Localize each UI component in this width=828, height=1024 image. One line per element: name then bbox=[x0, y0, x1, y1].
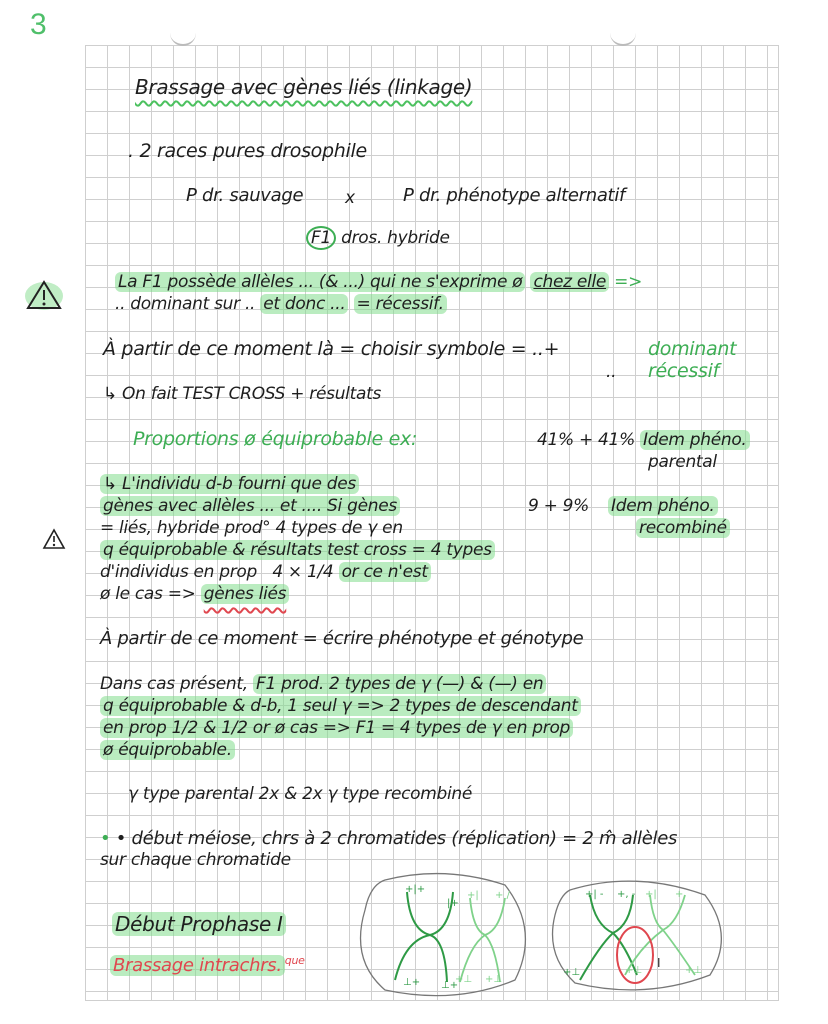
cross-left: P dr. sauvage bbox=[186, 185, 304, 206]
prop-recomb-pct: 9 + 9% bbox=[528, 496, 590, 516]
meiose-line-2: sur chaque chromatide bbox=[100, 850, 291, 870]
svg-text:+|: +| bbox=[467, 890, 479, 901]
indiv-line-1 bbox=[100, 474, 359, 494]
warn-text-f: = récessif. bbox=[354, 294, 447, 314]
prophase-heading bbox=[112, 912, 286, 936]
prop-parental-label2: parental bbox=[648, 452, 717, 472]
indiv-line-4 bbox=[100, 540, 495, 560]
indiv-line-2 bbox=[100, 496, 400, 516]
dans-line-4 bbox=[100, 740, 235, 760]
dans-1b-text: F1 prod. 2 types de γ (—) & (—) en bbox=[253, 674, 546, 694]
bullet-icon: • bbox=[100, 828, 111, 849]
prop-parental-pct: 41% + 41% bbox=[537, 430, 635, 450]
dans-2-text: q équiprobable & d-b, 1 seul γ => 2 types de descendant bbox=[100, 696, 581, 716]
brassage-intra-sup: que bbox=[284, 954, 305, 967]
warn-arrow: => bbox=[614, 272, 643, 292]
f1-circled-label: F1 bbox=[306, 226, 336, 250]
page-number: 3 bbox=[30, 8, 47, 41]
indiv-6-text: ø le cas => bbox=[100, 584, 196, 604]
prop-recomb-label2 bbox=[636, 518, 730, 538]
symbol-dots: .. bbox=[606, 362, 617, 382]
cross-symbol: x bbox=[345, 188, 355, 208]
indiv-1-text: ↳ L'individu d-b fourni que des bbox=[100, 474, 359, 494]
warn-text-b: chez elle bbox=[530, 272, 609, 292]
crossing-over-diagram bbox=[545, 875, 725, 995]
indiv-line-3: = liés, hybride prod° 4 types de γ en bbox=[100, 518, 403, 538]
dans-3-text: en prop 1/2 & 1/2 or ø cas => F1 = 4 types de γ en prop bbox=[100, 718, 573, 738]
warning-triangle-icon bbox=[42, 528, 66, 550]
dans-line-2 bbox=[100, 696, 581, 716]
warn-text-e: et donc ... bbox=[260, 294, 348, 314]
line-races: . 2 races pures drosophile bbox=[128, 140, 367, 162]
prop-recomb-label2-text: recombiné bbox=[636, 518, 730, 538]
dans-line-3 bbox=[100, 718, 573, 738]
prop-recomb-label bbox=[608, 496, 718, 516]
svg-text:+: + bbox=[675, 889, 684, 900]
indiv-line-6 bbox=[100, 584, 289, 604]
prop-parental-label-text: Idem phéno. bbox=[640, 430, 750, 450]
f1-line bbox=[306, 226, 450, 250]
indiv-line-5 bbox=[100, 562, 431, 582]
svg-text:+|+: +|+ bbox=[405, 884, 426, 895]
svg-text:⊥+: ⊥+ bbox=[403, 977, 421, 988]
dans-line-1 bbox=[100, 674, 546, 694]
page-title bbox=[135, 75, 472, 99]
warning-triangle-icon bbox=[24, 278, 64, 312]
svg-text:|+: |+ bbox=[447, 898, 459, 909]
svg-text:+|: +| bbox=[645, 889, 657, 900]
svg-text:+⊥: +⊥ bbox=[455, 974, 473, 985]
dans-4-text: ø équiprobable. bbox=[100, 740, 235, 760]
indiv-4-text: q équiprobable & résultats test cross = 4 types bbox=[100, 540, 495, 560]
symbol-recessif: récessif bbox=[648, 360, 720, 382]
warn-text-d: .. dominant sur .. bbox=[115, 294, 256, 314]
prophase-text: Début Prophase I bbox=[112, 912, 286, 936]
gamete-types-line: γ type parental 2x & 2x γ type recombiné bbox=[128, 784, 473, 804]
indiv-2-text: gènes avec allèles ... et .... Si gènes bbox=[100, 496, 400, 516]
meiose-1-text: • début méiose, chrs à 2 chromatides (réplication) = 2 m̂ allèles bbox=[115, 828, 678, 849]
chromosome-diagram-prophase bbox=[355, 870, 535, 1000]
warning-line-2 bbox=[115, 294, 447, 314]
testcross-line: ↳ On fait TEST CROSS + résultats bbox=[103, 384, 382, 404]
warn-text-a: La F1 possède allèles ... (& ...) qui ne s'exprime ø bbox=[115, 272, 525, 292]
svg-text:+⊥: +⊥ bbox=[563, 967, 581, 978]
svg-text:+⊥: +⊥ bbox=[625, 965, 643, 976]
svg-text:+⊥: +⊥ bbox=[485, 974, 503, 985]
f1-text: dros. hybride bbox=[341, 228, 450, 248]
meiose-line-1 bbox=[100, 828, 677, 849]
svg-text:+, -: +, - bbox=[617, 889, 636, 900]
prop-parental-label bbox=[640, 430, 750, 450]
indiv-5-text: d'individus en prop bbox=[100, 562, 257, 582]
binder-hole bbox=[610, 28, 636, 46]
moment-line: À partir de ce moment = écrire phénotype et génotype bbox=[100, 628, 584, 649]
prop-recomb-label-text: Idem phéno. bbox=[608, 496, 718, 516]
brassage-intra-heading bbox=[110, 954, 305, 976]
cross-right: P dr. phénotype alternatif bbox=[403, 185, 626, 206]
title-text: Brassage avec gènes liés (linkage) bbox=[135, 75, 473, 99]
svg-text:⊥+: ⊥+ bbox=[441, 980, 459, 991]
svg-text:+ /: + / bbox=[495, 890, 510, 901]
symbol-dominant: dominant bbox=[648, 338, 737, 360]
warning-line-1 bbox=[115, 272, 642, 292]
brassage-intra-text: Brassage intrachrs. bbox=[110, 955, 285, 976]
svg-text:+| -: +| - bbox=[585, 889, 604, 900]
genes-lies-highlight: gènes liés bbox=[201, 584, 290, 604]
indiv-5-fraction: 4 × 1/4 bbox=[272, 562, 334, 582]
svg-text:+⊥: +⊥ bbox=[685, 965, 703, 976]
proportions-line: Proportions ø équiprobable ex: bbox=[133, 428, 418, 450]
dans-1-text: Dans cas présent, bbox=[100, 674, 248, 694]
svg-text:I: I bbox=[657, 956, 661, 970]
binder-hole bbox=[170, 28, 196, 46]
indiv-5-or: or ce n'est bbox=[339, 562, 431, 582]
symbol-line: À partir de ce moment là = choisir symbole = ..+ bbox=[103, 338, 560, 360]
